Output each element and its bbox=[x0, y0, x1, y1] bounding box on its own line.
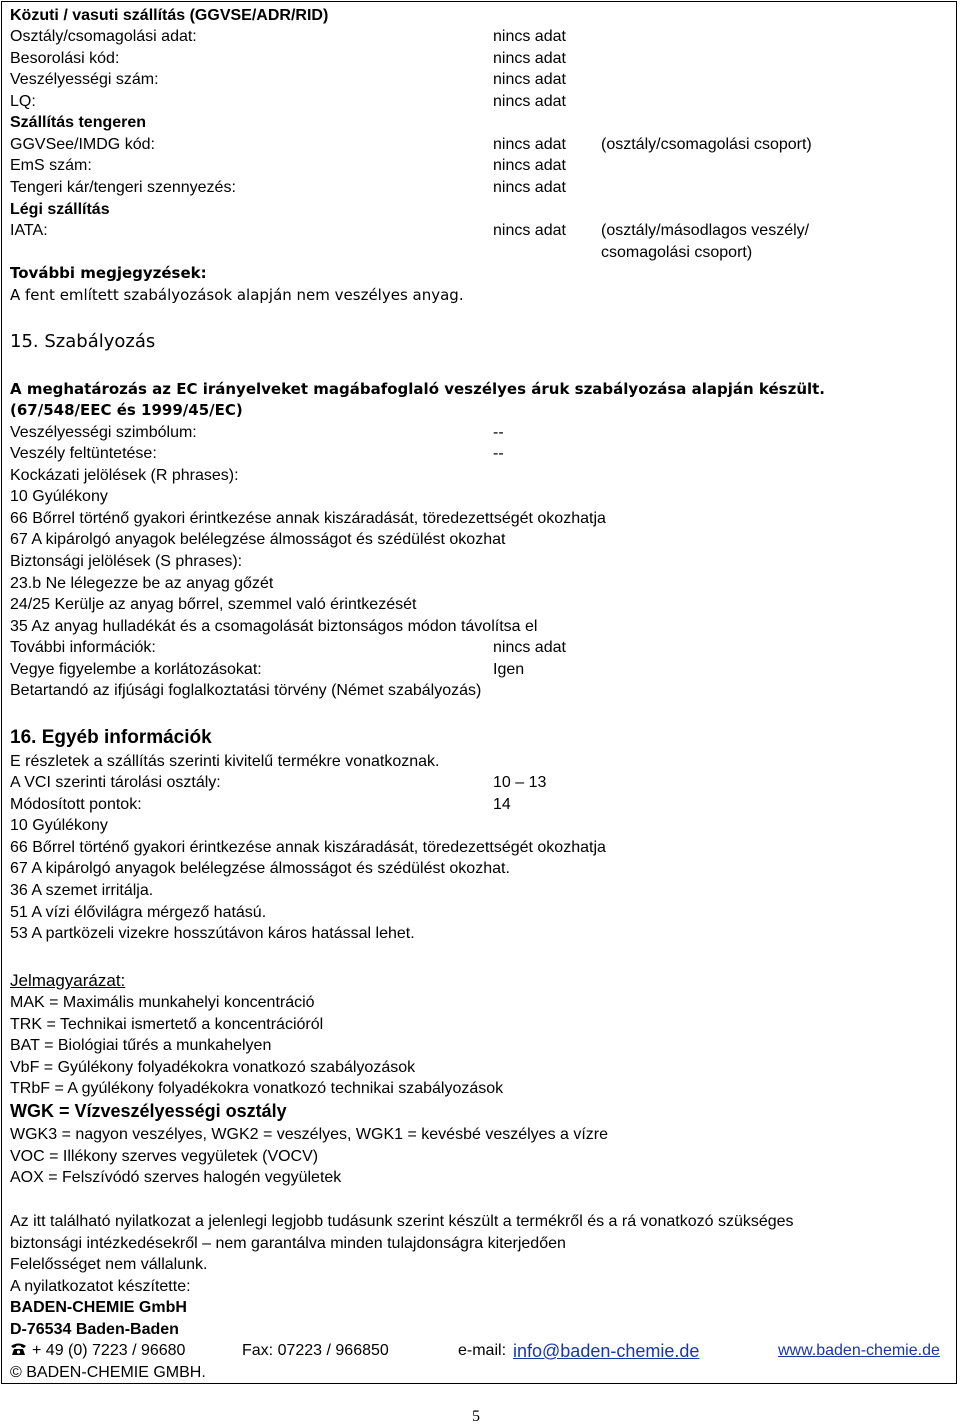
company-name: BADEN-CHEMIE GmbH bbox=[10, 1299, 187, 1316]
s-phrases-heading: Biztonsági jelölések (S phrases): bbox=[10, 553, 243, 570]
hazard-value: -- bbox=[493, 445, 504, 462]
s-phrase: 24/25 Kerülje az anyag bőrrel, szemmel való érintkezését bbox=[10, 596, 417, 613]
email-label: e-mail: bbox=[458, 1342, 507, 1359]
sea-label: GGVSee/IMDG kód: bbox=[10, 136, 155, 153]
symbol-label: Veszélyességi szimbólum: bbox=[10, 424, 197, 441]
legend-item: VbF = Gyúlékony folyadékokra vonatkozó szabályozások bbox=[10, 1059, 416, 1076]
section-15-heading bbox=[10, 331, 155, 353]
email-link[interactable]: info@baden-chemie.de bbox=[513, 1341, 700, 1361]
section-15-number: 15. bbox=[10, 331, 39, 352]
s-phrase: 23.b Ne lélegezze be az anyag gőzét bbox=[10, 575, 274, 592]
air-note: (osztály/másodlagos veszély/ bbox=[601, 222, 810, 239]
sea-label: EmS szám: bbox=[10, 157, 92, 174]
air-transport-heading: Légi szállítás bbox=[10, 201, 110, 218]
section-15-directive: (67/548/EEC és 1999/45/EC) bbox=[10, 401, 243, 419]
youth-law-note: Betartandó az ifjúsági foglalkoztatási törvény (Német szabályozás) bbox=[10, 682, 482, 699]
website-link[interactable]: www.baden-chemie.de bbox=[778, 1342, 940, 1359]
legend-heading: Jelmagyarázat: bbox=[10, 971, 126, 990]
company-address: D-76534 Baden-Baden bbox=[10, 1321, 179, 1338]
transport-label: Besorolási kód: bbox=[10, 50, 120, 67]
air-note: csomagolási csoport) bbox=[601, 244, 753, 261]
further-info-label: További információk: bbox=[10, 639, 156, 656]
phrase: 53 A partközeli vizekre hosszútávon káros hatással lehet. bbox=[10, 925, 415, 942]
disclaimer-line: Az itt található nyilatkozat a jelenlegi legjobb tudásunk szerint készült a termékről és a rá vonatkozó szükséges bbox=[10, 1213, 794, 1230]
section-16-title: Egyéb információk bbox=[41, 727, 212, 748]
sea-note: (osztály/csomagolási csoport) bbox=[601, 136, 812, 153]
wgk-heading: WGK = Vízveszélyességi osztály bbox=[10, 1101, 287, 1121]
sea-value: nincs adat bbox=[493, 179, 566, 196]
air-value: nincs adat bbox=[493, 222, 566, 239]
r-phrase: 10 Gyúlékony bbox=[10, 488, 108, 505]
phrase: 10 Gyúlékony bbox=[10, 817, 108, 834]
section-15-intro: A meghatározás az EC irányelveket magábafoglaló veszélyes áruk szabályozása alapján készült. bbox=[10, 380, 826, 398]
restrictions-value: Igen bbox=[493, 661, 525, 678]
transport-label: LQ: bbox=[10, 93, 36, 110]
transport-value: nincs adat bbox=[493, 28, 566, 45]
section-16-heading bbox=[10, 727, 212, 749]
symbol-value: -- bbox=[493, 424, 504, 441]
section-16-number: 16. bbox=[10, 727, 37, 748]
sea-value: nincs adat bbox=[493, 157, 566, 174]
legend-item: TRK = Technikai ismertető a koncentrációról bbox=[10, 1016, 324, 1033]
wgk-item: WGK3 = nagyon veszélyes, WGK2 = veszélyes, WGK1 = kevésbé veszélyes a vízre bbox=[10, 1126, 609, 1143]
section-16-intro: E részletek a szállítás szerinti kivitelű termékre vonatkoznak. bbox=[10, 753, 440, 770]
legend-item: BAT = Biológiai tűrés a munkahelyen bbox=[10, 1037, 272, 1054]
r-phrase: 67 A kipárolgó anyagok belélegzése álmosságot és szédülést okozhat bbox=[10, 531, 506, 548]
air-label: IATA: bbox=[10, 222, 48, 239]
modified-points-label: Módosított pontok: bbox=[10, 796, 142, 813]
sea-value: nincs adat bbox=[493, 136, 566, 153]
sea-transport-heading: Szállítás tengeren bbox=[10, 114, 147, 131]
legend-item: TRbF = A gyúlékony folyadékokra vonatkozó technikai szabályozások bbox=[10, 1080, 504, 1097]
phone-number: + 49 (0) 7223 / 96680 bbox=[32, 1342, 186, 1359]
transport-heading: Közuti / vasuti szállítás (GGVSE/ADR/RID) bbox=[10, 7, 329, 24]
disclaimer-line: biztonsági intézkedésekről – nem garantálva minden tulajdonságra kiterjedően bbox=[10, 1235, 566, 1252]
transport-value: nincs adat bbox=[493, 71, 566, 88]
contact-line bbox=[10, 1340, 950, 1362]
transport-label: Veszélyességi szám: bbox=[10, 71, 159, 88]
issued-by-label: A nyilatkozatot készítette: bbox=[10, 1278, 191, 1295]
hazard-label: Veszély feltüntetése: bbox=[10, 445, 157, 462]
vci-value: 10 – 13 bbox=[493, 774, 547, 791]
transport-label: Osztály/csomagolási adat: bbox=[10, 28, 197, 45]
transport-value: nincs adat bbox=[493, 93, 566, 110]
phrase: 51 A vízi élővilágra mérgező hatású. bbox=[10, 904, 267, 921]
sea-label: Tengeri kár/tengeri szennyezés: bbox=[10, 179, 236, 196]
phrase: 66 Bőrrel történő gyakori érintkezése annak kiszáradását, töredezettségét okozhatja bbox=[10, 839, 606, 856]
vci-label: A VCI szerinti tárolási osztály: bbox=[10, 774, 221, 791]
remarks-heading: További megjegyzések: bbox=[10, 264, 207, 282]
phrase: 67 A kipárolgó anyagok belélegzése álmosságot és szédülést okozhat. bbox=[10, 860, 510, 877]
restrictions-label: Vegye figyelembe a korlátozásokat: bbox=[10, 661, 262, 678]
modified-points-value: 14 bbox=[493, 796, 511, 813]
copyright: © BADEN-CHEMIE GMBH. bbox=[10, 1364, 206, 1381]
section-15-title: Szabályozás bbox=[44, 331, 156, 352]
legend-item: MAK = Maximális munkahelyi koncentráció bbox=[10, 994, 315, 1011]
r-phrases-heading: Kockázati jelölések (R phrases): bbox=[10, 467, 239, 484]
wgk-item: VOC = Illékony szerves vegyületek (VOCV) bbox=[10, 1148, 319, 1165]
telephone-icon bbox=[10, 1340, 27, 1362]
wgk-item: AOX = Felszívódó szerves halogén vegyületek bbox=[10, 1169, 342, 1186]
phrase: 36 A szemet irritálja. bbox=[10, 882, 154, 899]
r-phrase: 66 Bőrrel történő gyakori érintkezése annak kiszáradását, töredezettségét okozhatja bbox=[10, 510, 606, 527]
further-info-value: nincs adat bbox=[493, 639, 566, 656]
fax-number: Fax: 07223 / 966850 bbox=[242, 1342, 389, 1359]
page-number: 5 bbox=[472, 1408, 480, 1425]
s-phrase: 35 Az anyag hulladékát és a csomagolását biztonságos módon távolítsa el bbox=[10, 618, 538, 635]
remarks-text: A fent említett szabályozások alapján nem veszélyes anyag. bbox=[10, 286, 464, 304]
transport-value: nincs adat bbox=[493, 50, 566, 67]
disclaimer-line: Felelősséget nem vállalunk. bbox=[10, 1256, 208, 1273]
